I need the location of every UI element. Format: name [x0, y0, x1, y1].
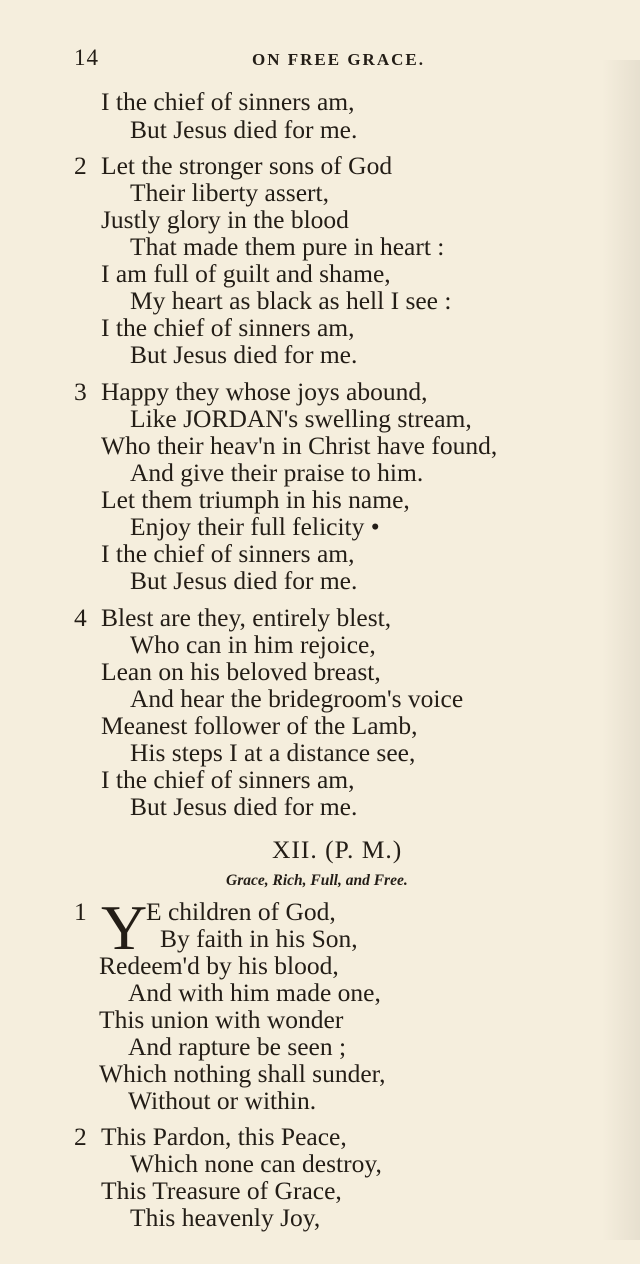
verse-line: Who their heav'n in Christ have found,	[101, 431, 498, 460]
verse-line: Lean on his beloved breast,	[101, 657, 381, 686]
verse-line: That made them pure in heart :	[130, 232, 445, 261]
verse-line: Justly glory in the blood	[101, 205, 349, 234]
stanza-number: 3	[74, 377, 87, 406]
verse-line: My heart as black as hell I see :	[130, 286, 452, 315]
running-title: ON FREE GRACE.	[252, 50, 425, 69]
verse-line: His steps I at a distance see,	[130, 738, 416, 767]
verse-line: I am full of guilt and shame,	[101, 259, 391, 288]
verse-line: And rapture be seen ;	[128, 1032, 347, 1061]
verse-line: This Pardon, this Peace,	[101, 1122, 347, 1151]
verse-line: I the chief of sinners am,	[101, 87, 355, 116]
verse-line: Enjoy their full felicity •	[130, 512, 380, 541]
verse-line: Which none can destroy,	[130, 1149, 382, 1178]
verse-line: By faith in his Son,	[160, 924, 358, 953]
facing-page-bleed	[602, 60, 640, 1240]
verse-line: But Jesus died for me.	[130, 792, 358, 821]
stanza-number: 2	[74, 1122, 87, 1151]
verse-line: I the chief of sinners am,	[101, 313, 355, 342]
verse-line: But Jesus died for me.	[130, 340, 358, 369]
verse-line: And with him made one,	[128, 978, 381, 1007]
page-number: 14	[74, 45, 99, 70]
verse-line: Let the stronger sons of God	[101, 151, 393, 180]
verse-line: This heavenly Joy,	[130, 1203, 321, 1232]
verse-line: Without or within.	[128, 1086, 317, 1115]
verse-line: Redeem'd by his blood,	[99, 951, 339, 980]
verse-line: Which nothing shall sunder,	[99, 1059, 386, 1088]
verse-line: I the chief of sinners am,	[101, 765, 355, 794]
verse-line: And give their praise to him.	[130, 458, 424, 487]
verse-line: Their liberty assert,	[130, 178, 329, 207]
stanza-number: 2	[74, 151, 87, 180]
stanza-number: 4	[74, 603, 87, 632]
verse-line: But Jesus died for me.	[130, 566, 358, 595]
verse-line: Let them triumph in his name,	[101, 485, 410, 514]
hymn-title: XII. (P. M.)	[272, 835, 403, 864]
verse-line: This Treasure of Grace,	[101, 1176, 342, 1205]
verse-line: This union with wonder	[99, 1005, 344, 1034]
verse-line: Like JORDAN's swelling stream,	[130, 404, 472, 433]
page-header	[0, 40, 640, 80]
verse-line: Meanest follower of the Lamb,	[101, 711, 418, 740]
verse-line: E children of God,	[146, 897, 336, 926]
verse-line: But Jesus died for me.	[130, 115, 358, 144]
verse-line: Happy they whose joys abound,	[101, 377, 428, 406]
stanza-number: 1	[74, 897, 87, 926]
verse-line: Blest are they, entirely blest,	[101, 603, 392, 632]
verse-line: Who can in him rejoice,	[130, 630, 376, 659]
drop-cap: Y	[101, 892, 148, 963]
hymn-subtitle: Grace, Rich, Full, and Free.	[226, 872, 408, 889]
verse-line: I the chief of sinners am,	[101, 539, 355, 568]
verse-line: And hear the bridegroom's voice	[130, 684, 464, 713]
